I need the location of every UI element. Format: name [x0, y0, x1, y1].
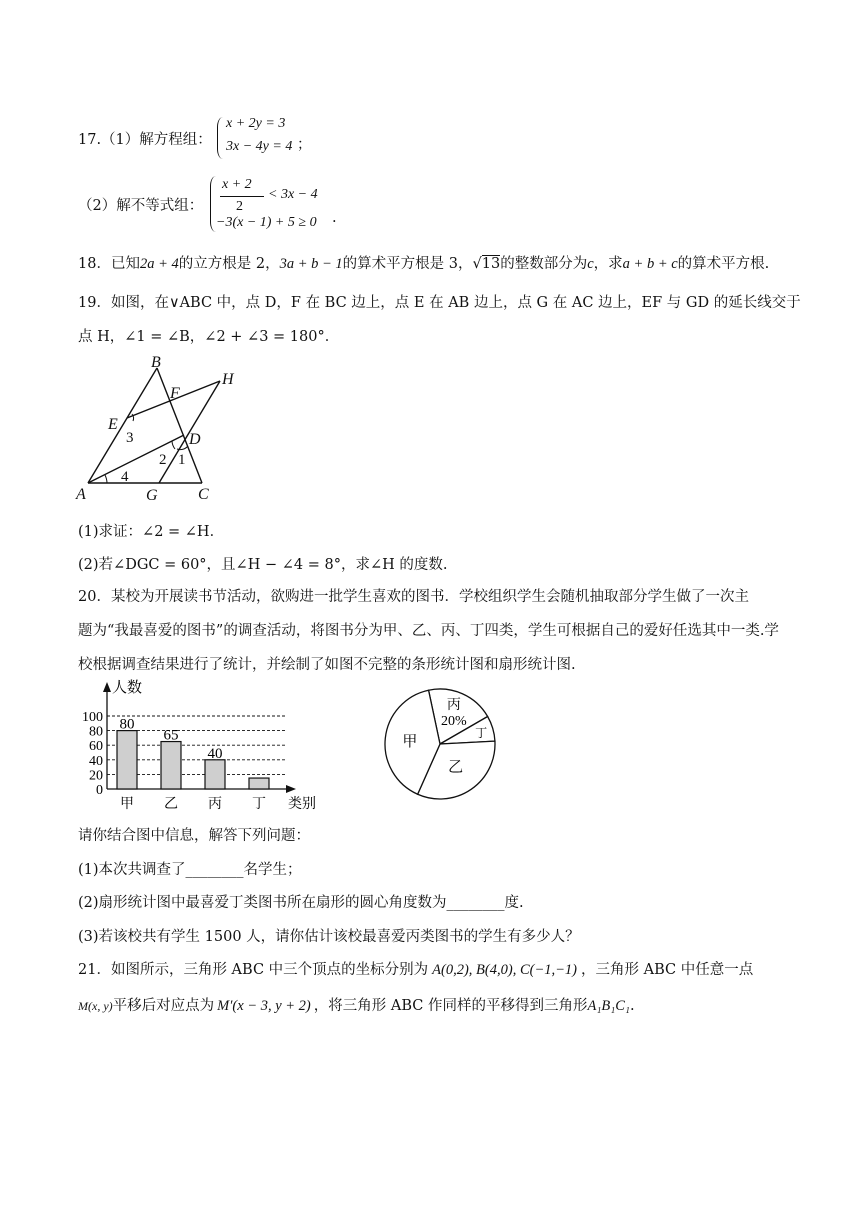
bar-甲 [117, 731, 137, 789]
q21-M: M(x, y) [78, 999, 113, 1013]
q19-line1: 19．如图，在∨ABC 中，点 D，F 在 BC 边上，点 E 在 AB 边上，点 G 在 AC 边上，EF 与 GD 的延长线交于 [78, 295, 801, 311]
x-tick-label: 乙 [164, 796, 178, 812]
bar-data-label: 40 [207, 745, 223, 762]
angle-1-arc [177, 446, 188, 450]
y-axis-arrow [103, 682, 111, 692]
q18-sqrt: √13 [472, 256, 501, 272]
q21-line1 [78, 958, 753, 979]
q21-coords: A(0,2), B(4,0), C(−1,−1) [432, 962, 577, 978]
label-G: G [146, 487, 158, 502]
label-C: C [198, 486, 209, 502]
label-angle-2: 2 [159, 452, 167, 468]
q17-ineq2: −3(x − 1) + 5 ≥ 0 [216, 215, 317, 230]
x-tick-label: 甲 [120, 796, 134, 812]
q19-sub1: (1)求证：∠2 = ∠H． [78, 524, 225, 540]
q18-text-e: ，求 [593, 256, 623, 272]
label-H: H [222, 371, 234, 388]
q17-brace-1 [217, 117, 224, 159]
q17-part1-prefix: 17.（1）解方程组： [78, 132, 212, 148]
q21-line1-b: ，三角形 ABC 中任意一点 [580, 962, 754, 978]
bar-chart-xticks [120, 796, 266, 812]
bar-chart [72, 676, 342, 816]
q17-part2-suffix: . [332, 210, 337, 226]
label-angle-4: 4 [121, 469, 129, 485]
q20-line1: 20．某校为开展读书节活动，欲购进一批学生喜欢的图书．学校组织学生会随机抽取部分学生做了一次主 [78, 589, 749, 605]
x-axis-arrow [286, 785, 296, 793]
y-tick-label: 60 [89, 739, 103, 755]
bar-chart-xlabel: 类别 [288, 796, 316, 812]
pie-percent-label: 20% [441, 713, 467, 729]
q17-part2-prefix: （2）解不等式组： [78, 198, 204, 214]
bar-丙 [205, 760, 225, 789]
q21-line2 [78, 994, 635, 1015]
label-D: D [189, 431, 201, 448]
q21-line2-d: ，将三角形 ABC 作同样的平移得到三角形 [313, 998, 588, 1014]
q21-M-prime: M′(x − 3, y + 2) [217, 998, 311, 1014]
q17-fraction-bar [220, 196, 264, 197]
bar-data-label: 80 [119, 716, 135, 733]
q18 [78, 252, 769, 273]
pie-label-甲: 甲 [402, 731, 418, 750]
bar-chart-ylabel: 人数 [112, 678, 143, 696]
q18-text-f: 的算术平方根. [677, 256, 770, 272]
label-angle-1: 1 [178, 452, 186, 468]
q20-sub1: (1)本次共调查了________名学生； [78, 862, 302, 878]
pie-label-丙: 丙 [446, 696, 461, 713]
q18-text-a: 18．已知 [78, 256, 140, 272]
bar-chart-yticks [82, 710, 103, 798]
label-angle-3: 3 [126, 430, 134, 446]
q18-expr1: 2a + 4 [139, 256, 179, 272]
q18-text-c: 的算术平方根是 3， [342, 256, 473, 272]
q21-line2-f: . [629, 998, 635, 1014]
q21-line2-b: 平移后对应点为 [112, 998, 215, 1014]
q18-sqrt-value: 13 [481, 256, 501, 272]
y-tick-label: 40 [89, 753, 103, 769]
q19-geometry-figure [74, 354, 254, 502]
q20-sub2: (2)扇形统计图中最喜爱丁类图书所在扇形的圆心角度数为________度. [78, 895, 524, 911]
q20-line3: 校根据调查结果进行了统计，并绘制了如图不完整的条形统计图和扇形统计图. [78, 657, 576, 673]
q17-ineq1-denominator: 2 [236, 199, 243, 214]
bar-data-label: 65 [163, 727, 179, 744]
q21-A1B1C1: A₁B₁C₁ [587, 998, 630, 1014]
q17-ineq1-rest: < 3x − 4 [268, 187, 318, 202]
q18-text-b: 的立方根是 2， [178, 256, 280, 272]
label-A: A [76, 486, 86, 502]
angle-4-arc [105, 475, 107, 483]
q17-eq1: x + 2y = 3 [226, 116, 286, 131]
q17-eq2: 3x − 4y = 4 [226, 139, 293, 154]
bar-丁 [249, 778, 269, 789]
q19-line2: 点 H，∠1 = ∠B，∠2 + ∠3 = 180°． [78, 329, 340, 345]
q17-part1-suffix: ； [297, 137, 312, 153]
label-B: B [151, 354, 161, 371]
q18-expr3: a + b + c [622, 256, 678, 272]
q21-line1-a: 21．如图所示，三角形 ABC 中三个顶点的坐标分别为 [78, 962, 429, 978]
q18-text-d: 的整数部分为 [500, 256, 588, 272]
x-tick-label: 丁 [252, 796, 266, 812]
q18-expr2: 3a + b − 1 [279, 256, 343, 272]
q19-sub2: (2)若∠DGC = 60°，且∠H − ∠4 = 8°，求∠H 的度数. [78, 557, 448, 573]
q20-after: 请你结合图中信息，解答下列问题： [78, 828, 310, 844]
q17-ineq1-numerator: x + 2 [222, 177, 252, 192]
q18-var-c: c [587, 256, 594, 272]
pie-chart [382, 686, 498, 802]
x-tick-label: 丙 [208, 796, 222, 812]
label-F: F [170, 385, 180, 402]
q20-sub3: (3)若该校共有学生 1500 人，请你估计该校最喜爱丙类图书的学生有多少人？ [78, 929, 580, 945]
y-tick-label: 0 [96, 783, 103, 798]
pie-label-丁: 丁 [475, 725, 488, 740]
angle-2-arc [172, 441, 175, 449]
y-tick-label: 80 [89, 724, 103, 740]
y-tick-label: 100 [82, 710, 103, 725]
label-E: E [108, 416, 118, 433]
bar-乙 [161, 742, 181, 789]
y-tick-label: 20 [89, 768, 103, 784]
q20-line2: 题为“我最喜爱的图书”的调查活动，将图书分为甲、乙、丙、丁四类，学生可根据自己的爱好任选其中一类.学 [78, 623, 779, 639]
pie-label-乙: 乙 [448, 757, 464, 776]
